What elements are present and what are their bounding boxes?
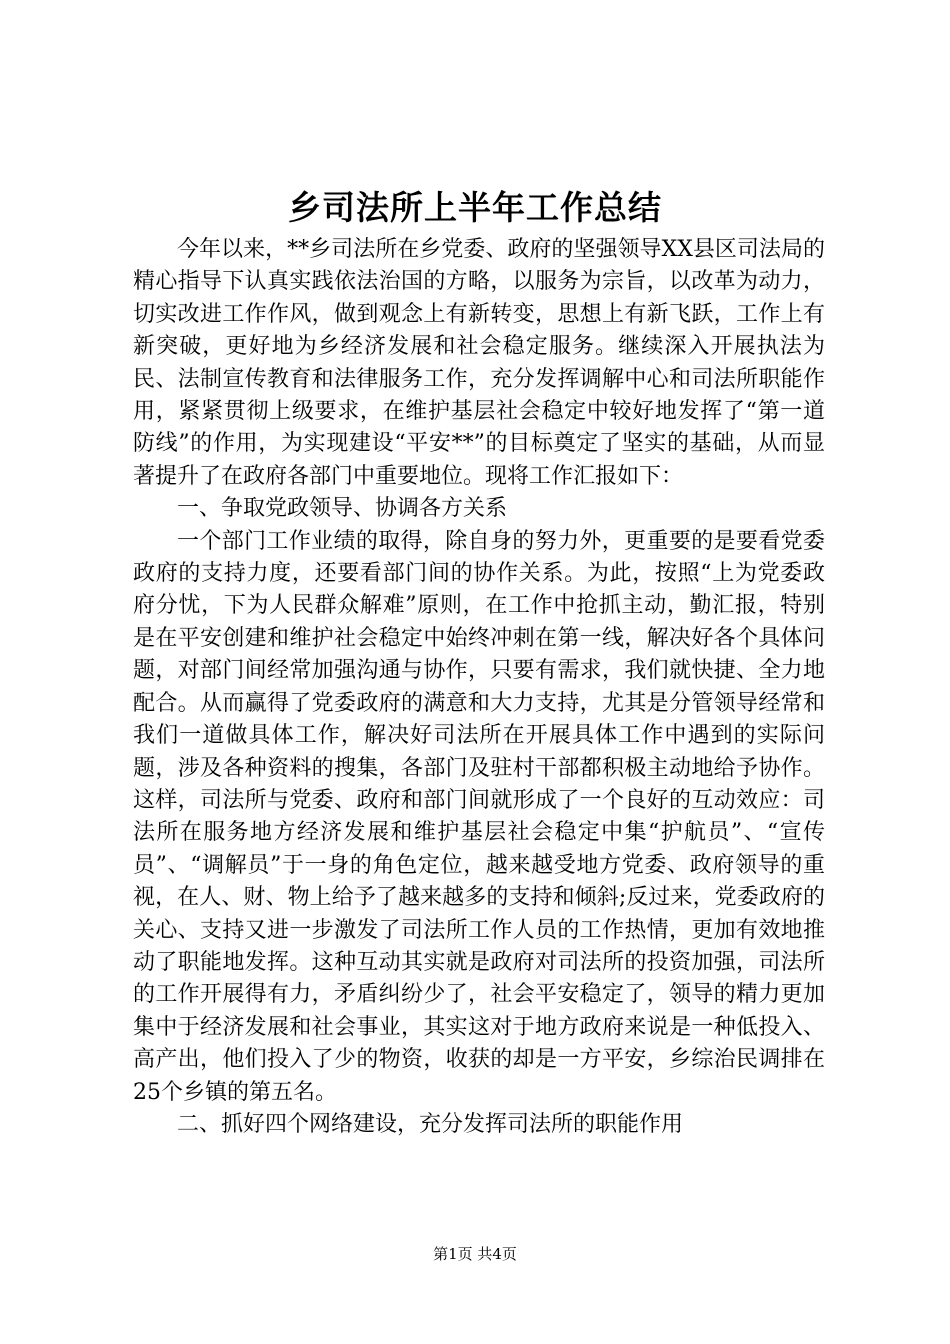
section-heading-1: 一、争取党政领导、协调各方关系 [177, 496, 508, 522]
document-body [133, 234, 825, 1141]
intro-paragraph: 今年以来，**乡司法所在乡党委、政府的坚强领导XX县区司法局的精心指导下认真实践依法治国的方略，以服务为宗旨，以改革为动力，切实改进工作作风，做到观念上有新转变，思想上有新飞跃，工作上有新突破，更好地为乡经济发展和社会稳定服务。继续深入开展执法为民、法制宣传教育和法律服务工作，充分发挥调解中心和司法所职能作用，紧紧贯彻上级要求，在维护基层社会稳定中较好地发挥了“第一道防线”的作用，为实现建设“平安**”的目标奠定了坚实的基础，从而显著提升了在政府各部门中重要地位。现将工作汇报如下： [133, 237, 825, 489]
section-1-paragraph: 一个部门工作业绩的取得，除自身的努力外，更重要的是要看党委政府的支持力度，还要看部门间的协作关系。为此，按照“上为党委政府分忧，下为人民群众解难”原则，在工作中抢抓主动，勤汇报，特别是在平安创建和维护社会稳定中始终冲刺在第一线，解决好各个具体问题，对部门间经常加强沟通与协作，只要有需求，我们就快捷、全力地配合。从而赢得了党委政府的满意和大力支持，尤其是分管领导经常和我们一道做具体工作，解决好司法所在开展具体工作中遇到的实际问题，涉及各种资料的搜集，各部门及驻村干部都积极主动地给予协作。这样，司法所与党委、政府和部门间就形成了一个良好的互动效应：司法所在服务地方经济发展和维护基层社会稳定中集“护航员”、“宣传员”、“调解员”于一身的角色定位，越来越受地方党委、政府领导的重视，在人、财、物上给予了越来越多的支持和倾斜;反过来，党委政府的关心、支持又进一步激发了司法所工作人员的工作热情，更加有效地推动了职能地发挥。这种互动其实就是政府对司法所的投资加强，司法所的工作开展得有力，矛盾纠纷少了，社会平安稳定了，领导的精力更加集中于经济发展和社会事业，其实这对于地方政府来说是一种低投入、高产出，他们投入了少的物资，收获的却是一方平安，乡综治民调排在25个乡镇的第五名。 [133, 528, 825, 1105]
section-heading-2: 二、抓好四个网络建设，充分发挥司法所的职能作用 [177, 1111, 684, 1137]
page-number: 第1页 共4页 [433, 1245, 517, 1263]
document-title: 乡司法所上半年工作总结 [288, 188, 662, 227]
